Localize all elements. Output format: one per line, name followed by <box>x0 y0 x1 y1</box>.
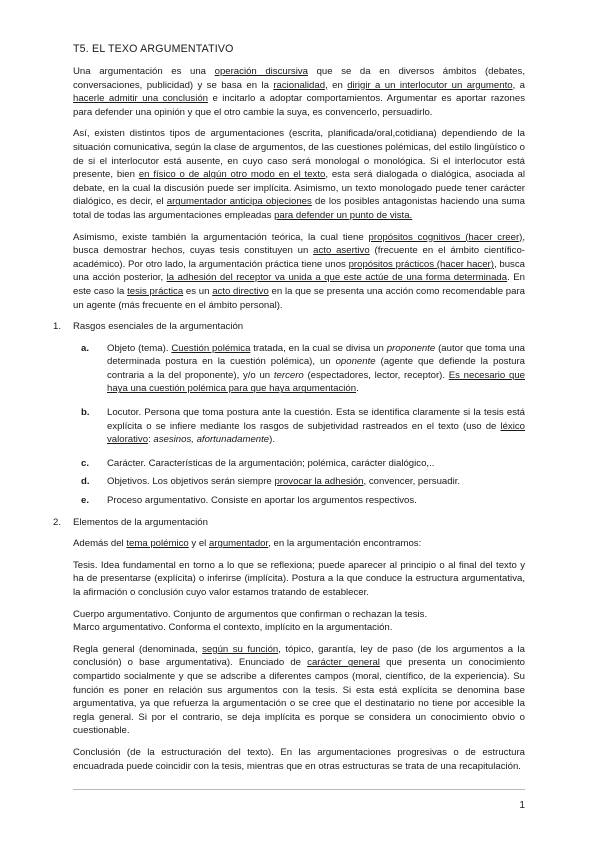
list-item-objetivos: d. Objetivos. Los objetivos serán siempre provocar la adhesión, convencer, persuadir. <box>81 476 461 488</box>
paragraph-conclusion: Conclusión (de la estructuración del texto). En las argumentaciones progresivas o de estructura encuadrada puede coincidir con la tesis, mientras que en otras estructuras se trata de una recapitulación. <box>73 746 525 772</box>
section-number: 1. <box>53 321 62 333</box>
paragraph-regla-general: Regla general (denominada, según su función, tópico, garantía, ley de paso (de los argumentos a la conclusión) o base argumentativa). Enunciado de carácter general que presenta un conocimiento compartido socialmente y que se adscribe a diferentes campos (moral, científico, de la experiencia). Su función es poner en relación sus argumentos con la tesis. Si esta está explícita se denomina base argumentativa, ya que refuerza la argumentación o se cree que el destinatario no tiene por accesible la regla general. Si por el contrario, se deja implícita es porque se considera un conocimiento obvio o cuestionable. <box>73 643 526 737</box>
document-title: T5. EL TEXO ARGUMENTATIVO <box>73 43 234 55</box>
paragraph-cuerpo: Cuerpo argumentativo. Conjunto de argumentos que confirman o rechazan la tesis. <box>73 608 428 620</box>
paragraph-intro: Una argumentación es una operación discursiva que se da en diversos ámbitos (debates, conversaciones, publicidad) y se basa en la racionalidad, en dirigir a un interlocutor un argumento, a hacerle admitir una conclusión e incitarlo a adoptar comportamientos. Argumentar es aportar razones para defender una opinión y que el otro cambie la suya, es convencerlo, persuadirlo. <box>73 66 525 118</box>
list-item-locutor: b. Locutor. Persona que toma postura ante la cuestión. Esta se identifica claramente si la tesis está explícita o se infiere mediante los rasgos de subjetividad rastreados en el texto (uso de léxico valorativo: asesinos, afortunadamente). <box>81 407 525 446</box>
paragraph-elements-intro: Además del tema polémico y el argumentador, en la argumentación encontramos: <box>73 538 422 550</box>
paragraph-tesis: Tesis. Idea fundamental en torno a lo que se reflexiona; puede aparecer al principio o al final del texto y ha de presentarse (explícita) o inferirse (implícita). Postura a la que conduce la estructura argumentativa, la afirmación o conclusión cuyo valor estamos tratando de establecer. <box>73 559 525 598</box>
page-number: 1 <box>519 800 525 811</box>
list-item-proceso: e. Proceso argumentativo. Consiste en aportar los argumentos respectivos. <box>81 495 417 507</box>
traits-list <box>81 342 525 508</box>
list-item-caracter: c. Carácter. Características de la argumentación; polémica, carácter dialógico,.. <box>81 457 435 469</box>
document-body <box>53 42 526 781</box>
section-heading: Rasgos esenciales de la argumentación <box>73 321 244 333</box>
section-essential-traits <box>53 320 525 508</box>
section-elements <box>53 516 525 530</box>
paragraph-types: Así, existen distintos tipos de argumentaciones (escrita, planificada/oral,cotidiana) dependiendo de la situación comunicativa, según la clase de argumentos, de las cuestiones polémicas, del estilo lingüístico o de si el interlocutor está ausente, en cuyo caso será monologal o monológica. Si el interlocutor está presente, bien en físico o de algún otro modo en el texto, esta será dialogada o dialógica, asociada al debate, en la cual la discusión puede ser implícita. Asimismo, un texto monologado puede tener carácter dialógico, es decir, el argumentador anticipa objeciones de los posibles antagonistas haciendo una suma total de todas las argumentaciones empleadas para defender un punto de vista. <box>73 128 526 221</box>
section-number: 2. <box>53 516 62 528</box>
section-heading: Elementos de la argumentación <box>73 516 208 528</box>
paragraph-theoretical-practical: Asimismo, existe también la argumentación teórica, la cual tiene propósitos cognitivos (hacer creer), busca demostrar hechos, cuyas tesis constituyen un acto asertivo (frecuente en el ámbito científico-académico). Por otro lado, la argumentación práctica tiene unos propósitos prácticos (hacer hacer), busca una acción posterior, la adhesión del receptor va unida a que este actúe de una forma determinada. En este caso la tesis práctica es un acto directivo en la que se presenta una acción como recomendable para un agente (más frecuente en el ámbito personal). <box>73 231 526 311</box>
footer-divider <box>73 789 525 790</box>
list-item-objeto: a. Objeto (tema). Cuestión polémica tratada, en la cual se divisa un proponente (autor que toma una determinada postura en la cuestión polémica), un oponente (agente que defiende la postura contraria a la del proponente), y/o un tercero (espectadores, lector, receptor). Es necesario que haya una cuestión polémica para que haya argumentación. <box>81 342 525 395</box>
paragraph-marco: Marco argumentativo. Conforma el contexto, implícito en la argumentación. <box>73 622 393 634</box>
